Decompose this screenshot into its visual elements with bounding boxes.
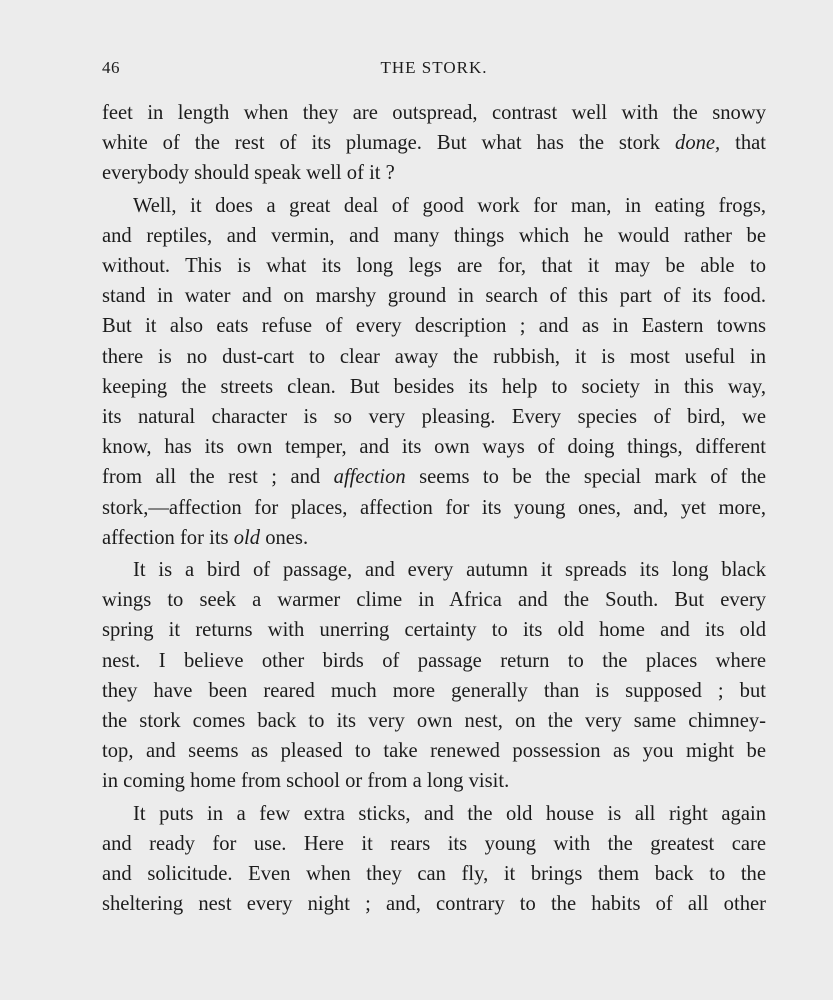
text-run: everybody should speak well of it ? (102, 162, 395, 185)
paragraph (102, 555, 766, 797)
text-run: Well, it does a great deal of good work for man, in eating frogs, (133, 194, 766, 217)
text-run: ones. (260, 526, 309, 549)
text-line (102, 372, 766, 402)
text-line (102, 676, 766, 706)
text-run: and solicitude. Even when they can fly, it brings them back to the (102, 863, 766, 886)
text-line (102, 585, 766, 615)
text-run: affection for its (102, 526, 234, 549)
text-line (102, 706, 766, 736)
text-line (102, 859, 766, 889)
text-line (102, 829, 766, 859)
text-line (102, 281, 766, 311)
text-run: its natural character is so very pleasing. Every species of bird, we (102, 406, 766, 429)
text-line (102, 128, 766, 158)
text-run: stand in water and on marshy ground in search of this part of its food. (102, 285, 766, 308)
text-run: there is no dust-cart to clear away the rubbish, it is most useful in (102, 345, 766, 368)
text-run: white of the rest of its plumage. But what has the stork (102, 132, 676, 155)
text-run: in coming home from school or from a long visit. (102, 770, 510, 793)
paragraph (102, 799, 766, 920)
text-run: top, and seems as pleased to take renewed possession as you might be (102, 740, 766, 763)
text-run: that (720, 132, 766, 155)
text-run: stork,—affection for places, affection for its young ones, and, yet more, (102, 496, 766, 519)
text-line (102, 555, 766, 585)
text-run: But it also eats refuse of every description ; and as in Eastern towns (102, 315, 766, 338)
paragraph (102, 191, 766, 553)
text-run: It is a bird of passage, and every autumn it spreads its long black (133, 559, 766, 582)
text-run: seems to be the special mark of the (405, 466, 767, 489)
paragraph (102, 98, 766, 189)
text-line (102, 191, 766, 221)
text-line (102, 402, 766, 432)
text-run: they have been reared much more generally than is supposed ; but (102, 679, 766, 702)
text-run: wings to seek a warmer clime in Africa and the South. But every (102, 589, 766, 612)
italic-text: affection (333, 466, 406, 489)
text-line (102, 342, 766, 372)
text-line (102, 646, 766, 676)
text-line (102, 615, 766, 645)
text-run: It puts in a few extra sticks, and the old house is all right again (133, 802, 766, 825)
text-line (102, 523, 766, 553)
italic-text: done, (675, 132, 721, 155)
text-run: without. This is what its long legs are for, that it may be able to (102, 255, 766, 278)
text-line (102, 221, 766, 251)
text-run: feet in length when they are outspread, contrast well with the snowy (102, 102, 766, 124)
italic-text: old (233, 526, 261, 549)
text-run: keeping the streets clean. But besides its help to society in this way, (102, 375, 766, 398)
text-run: and ready for use. Here it rears its young with the greatest care (102, 832, 766, 855)
text-run: spring it returns with unerring certainty to its old home and its old (102, 619, 766, 642)
text-line (102, 766, 766, 796)
running-title: THE STORK. (380, 58, 488, 77)
body-text (102, 98, 766, 919)
text-run: sheltering nest every night ; and, contrary to the habits of all other (102, 893, 766, 916)
text-line (102, 462, 766, 492)
text-line (102, 889, 766, 919)
text-run: and reptiles, and vermin, and many things which he would rather be (102, 224, 766, 247)
page-number: 46 (102, 58, 120, 77)
text-line (102, 158, 766, 188)
text-run: from all the rest ; and (102, 466, 334, 489)
text-run: know, has its own temper, and its own ways of doing things, different (102, 436, 766, 459)
text-line (102, 736, 766, 766)
text-line (102, 251, 766, 281)
text-line (102, 799, 766, 829)
text-run: nest. I believe other birds of passage return to the places where (102, 649, 766, 672)
text-line (102, 311, 766, 341)
running-header (102, 58, 766, 84)
text-line (102, 98, 766, 128)
text-line (102, 432, 766, 462)
text-line (102, 493, 766, 523)
text-run: the stork comes back to its very own nest, on the very same chimney- (102, 710, 766, 733)
